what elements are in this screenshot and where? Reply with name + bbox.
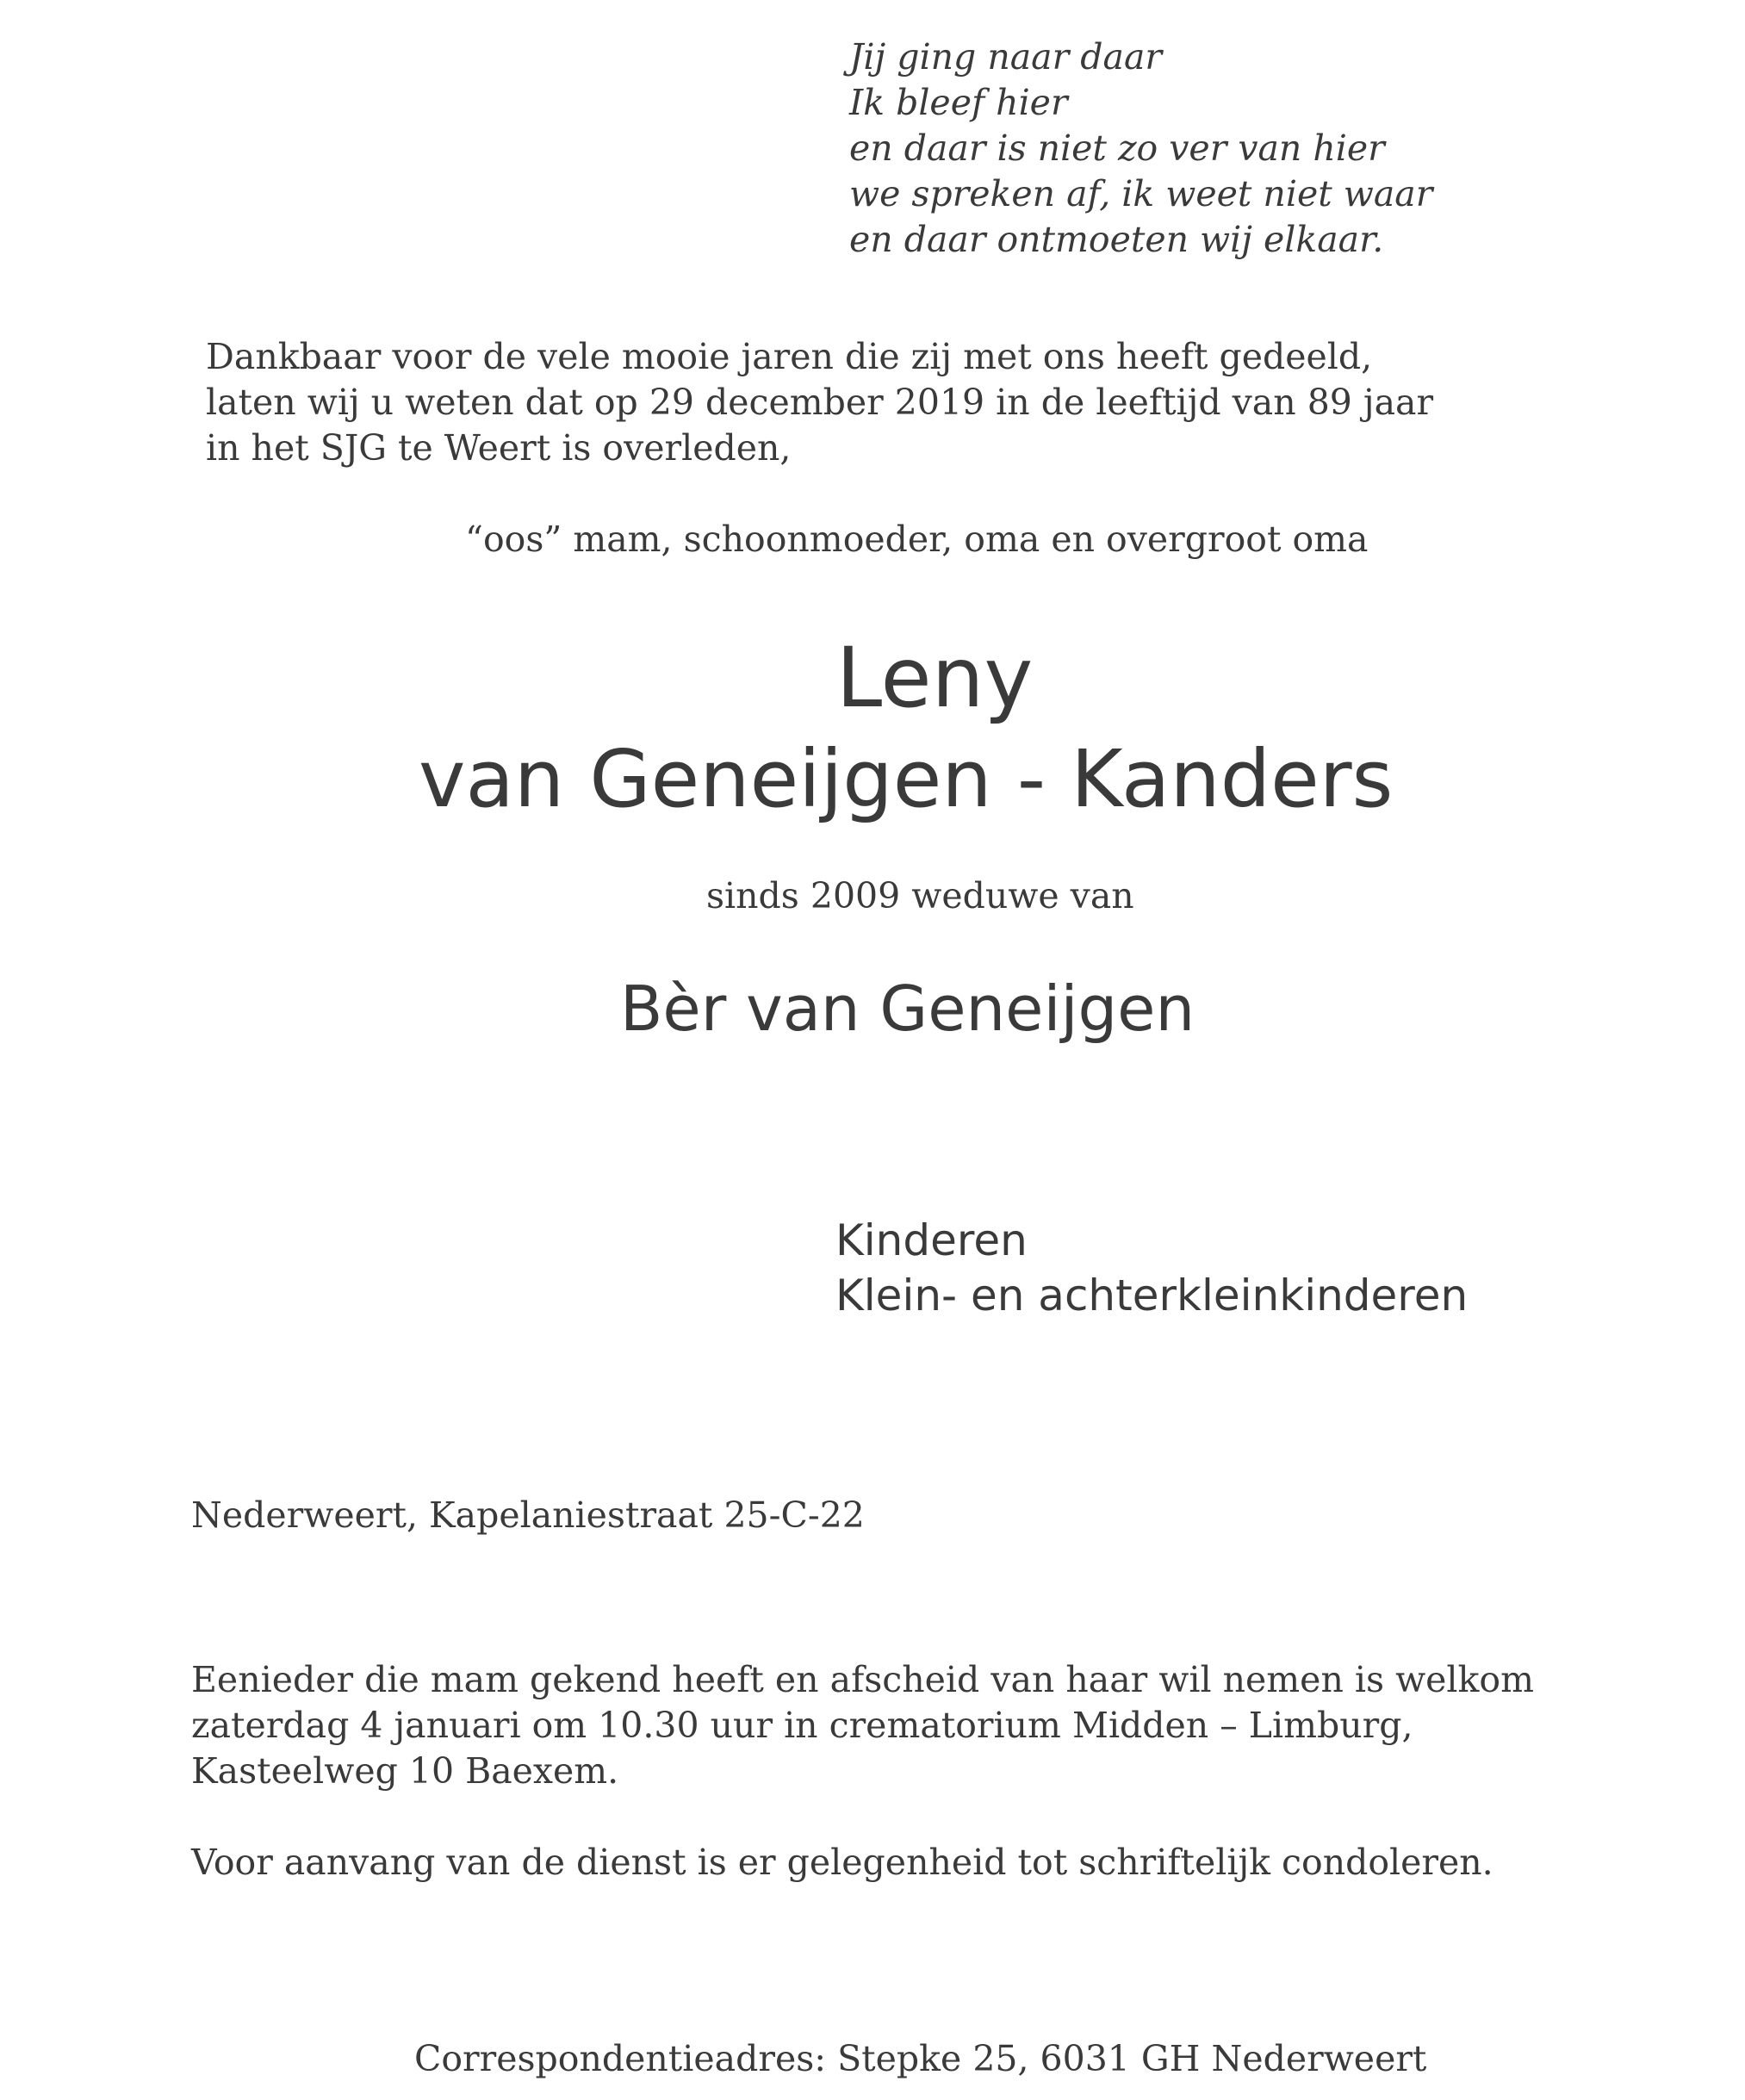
widow-note: sinds 2009 weduwe van xyxy=(706,875,1134,916)
intro-line: laten wij u weten dat op 29 december 2019 in de leeftijd van 89 jaar xyxy=(206,382,1434,423)
intro-line: Dankbaar voor de vele mooie jaren die zij met ons heeft gedeeld, xyxy=(206,336,1373,377)
poem xyxy=(849,34,1432,263)
ceremony-line: Kasteelweg 10 Baexem. xyxy=(191,1750,619,1792)
poem-line: Jij ging naar daar xyxy=(849,36,1162,78)
family-list xyxy=(835,1213,1468,1323)
correspondence-address: Correspondentieadres: Stepke 25, 6031 GH Nederweert xyxy=(414,2038,1427,2079)
deceased-first-name: Leny xyxy=(835,630,1034,726)
poem-line: en daar ontmoeten wij elkaar. xyxy=(849,219,1384,260)
spouse-name: Bèr van Geneijgen xyxy=(620,972,1195,1045)
deceased-full-name: van Geneijgen - Kanders xyxy=(419,733,1394,825)
home-address: Nederweert, Kapelaniestraat 25-C-22 xyxy=(191,1494,865,1536)
family-line: Klein- en achterkleinkinderen xyxy=(835,1271,1469,1320)
poem-line: Ik bleef hier xyxy=(849,82,1068,123)
ceremony-line: zaterdag 4 januari om 10.30 uur in crematorium Midden – Limburg, xyxy=(191,1705,1413,1746)
intro-line: in het SJG te Weert is overleden, xyxy=(206,427,792,469)
poem-line: we spreken af, ik weet niet waar xyxy=(849,173,1433,214)
family-line: Kinderen xyxy=(835,1215,1028,1265)
ceremony-paragraph xyxy=(191,1657,1534,1794)
intro-paragraph xyxy=(206,334,1433,471)
ceremony-line: Eenieder die mam gekend heeft en afscheid van haar wil nemen is welkom xyxy=(191,1659,1534,1700)
poem-line: en daar is niet zo ver van hier xyxy=(849,127,1385,169)
condolence-note: Voor aanvang van de dienst is er gelegenheid tot schriftelijk condoleren. xyxy=(191,1842,1493,1883)
relation-line: “oos” mam, schoonmoeder, oma en overgroot oma xyxy=(465,519,1369,560)
